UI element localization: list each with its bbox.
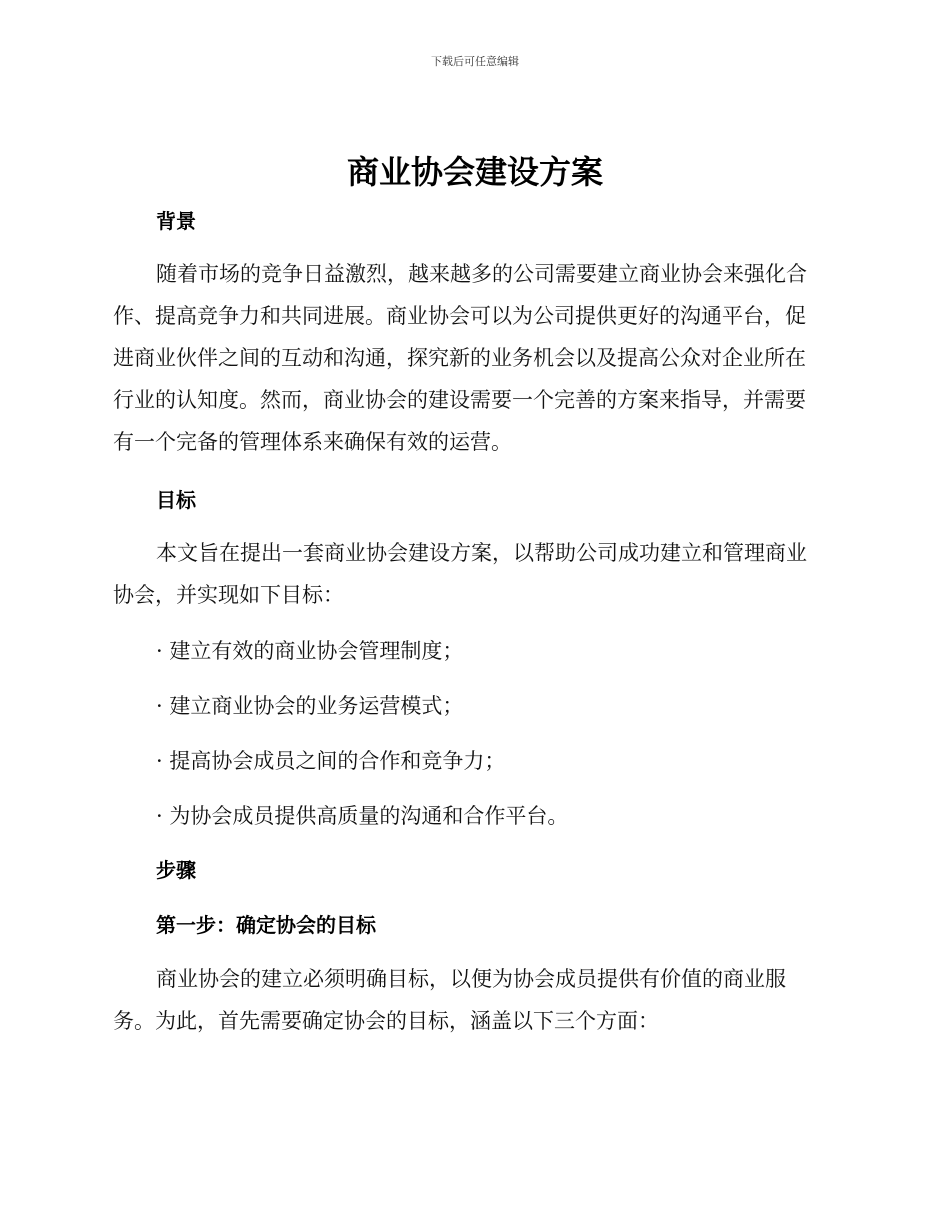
goal-list-item: · 为协会成员提供高质量的沟通和合作平台。	[156, 804, 569, 828]
step1-heading: 第一步：确定协会的目标	[156, 913, 376, 937]
section-heading-background: 背景	[156, 209, 196, 233]
goal-list-item: · 建立商业协会的业务运营模式；	[156, 694, 464, 718]
paragraph-line: 有一个完备的管理体系来确保有效的运营。	[113, 430, 512, 454]
document-title: 商业协会建设方案	[346, 153, 603, 191]
paragraph-line: 随着市场的竞争日益激烈，越来越多的公司需要建立商业协会来强化合	[156, 262, 807, 286]
step1-paragraph	[113, 958, 833, 1042]
background-paragraph	[113, 253, 833, 463]
section-heading-goals: 目标	[156, 488, 196, 512]
paragraph-line: 作、提高竞争力和共同进展。商业协会可以为公司提供更好的沟通平台，促	[113, 304, 806, 328]
goals-paragraph	[113, 532, 833, 616]
paragraph-line: 进商业伙伴之间的互动和沟通，探究新的业务机会以及提高公众对企业所在	[113, 346, 806, 370]
page-header-note: 下载后可任意编辑	[431, 55, 519, 68]
goal-list-item: · 提高协会成员之间的合作和竞争力；	[156, 749, 506, 773]
paragraph-line: 商业协会的建立必须明确目标，以便为协会成员提供有价值的商业服	[156, 967, 786, 991]
paragraph-line: 协会，并实现如下目标：	[113, 583, 344, 607]
section-heading-steps: 步骤	[156, 858, 196, 882]
paragraph-line: 行业的认知度。然而，商业协会的建设需要一个完善的方案来指导，并需要	[113, 388, 806, 412]
paragraph-line: 本文旨在提出一套商业协会建设方案，以帮助公司成功建立和管理商业	[156, 541, 807, 565]
goal-list-item: · 建立有效的商业协会管理制度；	[156, 639, 464, 663]
paragraph-line: 务。为此，首先需要确定协会的目标，涵盖以下三个方面：	[113, 1009, 659, 1033]
